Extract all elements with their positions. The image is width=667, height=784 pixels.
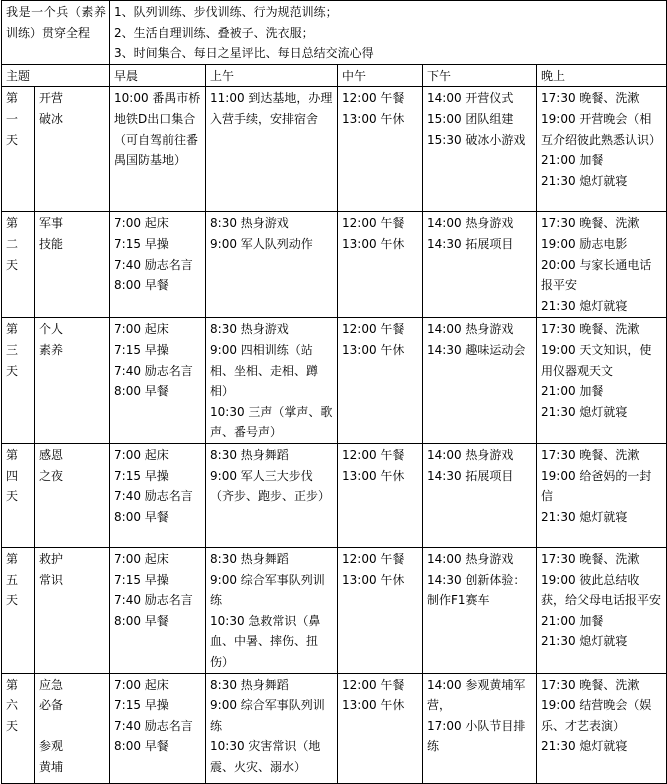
schedule-entry: 15:30 破冰小游戏 [427, 132, 526, 147]
schedule-entry: 14:30 拓展项目 [427, 468, 514, 483]
cell-evening [537, 212, 667, 318]
schedule-entry: 21:30 熄灯就寝 [541, 298, 628, 313]
schedule-entry: 9:00 四相训练（站相、坐相、走相、蹲相） [210, 342, 319, 399]
day-theme [35, 547, 110, 673]
day-theme-line: 必备 [39, 698, 64, 713]
day-theme-line: 常识 [39, 572, 64, 587]
schedule-entry: 19:00 结营晚会（娱乐、才艺表演） [541, 698, 652, 733]
schedule-entry: 17:30 晚餐、洗漱 [541, 447, 640, 462]
day-label-char: 第 [6, 677, 19, 692]
schedule-entry: 17:30 晚餐、洗漱 [541, 551, 640, 566]
day-label-char: 一 [6, 111, 19, 126]
schedule-entry: 19:00 彼此总结收获，给父母电话报平安 [541, 572, 662, 608]
day-label-char: 第 [6, 322, 19, 337]
schedule-entry: 7:00 起床 [114, 447, 169, 462]
day-label-char: 第 [6, 91, 19, 106]
schedule-entry: 13:00 午休 [342, 698, 405, 713]
schedule-entry: 8:30 热身舞蹈 [210, 677, 289, 692]
schedule-entry: 10:30 急救常识（鼻血、中暑、摔伤、扭伤） [210, 613, 321, 669]
cell-evening [537, 318, 667, 444]
intro-item: 1、队列训练、步伐训练、行为规范训练； [114, 5, 338, 19]
schedule-entry: 8:00 早餐 [114, 278, 169, 293]
schedule-entry: 21:00 加餐 [541, 613, 604, 628]
cell-noon [338, 87, 423, 212]
day-theme [35, 87, 110, 212]
day-label [2, 673, 35, 783]
intro-title: 我是一个兵（素养训练）贯穿全程 [2, 1, 110, 65]
schedule-entry: 7:00 起床 [114, 677, 169, 692]
cell-am [206, 443, 338, 547]
cell-noon [338, 673, 423, 783]
day-theme-line: 应急 [39, 677, 64, 692]
schedule-entry: 12:00 午餐 [342, 447, 405, 462]
schedule-entry: 14:00 热身游戏 [427, 322, 514, 337]
cell-evening [537, 443, 667, 547]
cell-evening [537, 87, 667, 212]
cell-morning [110, 443, 206, 547]
day-theme-line: 破冰 [39, 111, 64, 126]
intro-item: 3、时间集合、每日之星评比、每日总结交流心得 [114, 46, 374, 61]
schedule-entry: 7:40 励志名言 [114, 257, 193, 272]
schedule-entry: 8:30 热身舞蹈 [210, 447, 289, 462]
day-label [2, 318, 35, 444]
day-label-char: 三 [6, 342, 19, 357]
header-noon: 中午 [338, 64, 423, 87]
header-am: 上午 [206, 64, 338, 87]
schedule-entry: 21:00 加餐 [541, 384, 604, 399]
schedule-entry: 9:00 综合军事队列训练 [210, 572, 325, 608]
day-row [2, 87, 667, 212]
day-theme-line: 技能 [39, 236, 64, 251]
schedule-entry: 7:15 早操 [114, 236, 169, 251]
schedule-entry: 7:15 早操 [114, 342, 169, 357]
cell-morning [110, 87, 206, 212]
day-theme-line: 开营 [39, 91, 64, 106]
day-label-char: 第 [6, 447, 19, 462]
schedule-entry: 13:00 午休 [342, 111, 405, 126]
schedule-entry: 12:00 午餐 [342, 677, 405, 692]
schedule-entry: 8:00 早餐 [114, 739, 169, 754]
schedule-entry: 21:30 熄灯就寝 [541, 404, 628, 419]
day-label-char: 天 [6, 593, 19, 608]
day-theme-line: 军事 [39, 216, 64, 231]
schedule-entry: 14:00 参观黄埔军营， [427, 677, 526, 713]
day-label-char: 二 [6, 236, 19, 251]
schedule-entry: 17:00 小队节目排练 [427, 718, 526, 754]
schedule-entry: 12:00 午餐 [342, 91, 405, 106]
day-theme-line: 感恩 [39, 447, 64, 462]
schedule-entry: 17:30 晚餐、洗漱 [541, 677, 640, 692]
schedule-entry: 10:00 番禺市桥地铁D出口集合（可自驾前往番禺国防基地） [114, 91, 201, 168]
day-label-char: 四 [6, 468, 19, 483]
schedule-entry: 19:00 励志电影 [541, 236, 628, 251]
schedule-entry: 10:30 三声（掌声、歌声、番号声） [210, 404, 333, 440]
schedule-entry: 7:15 早操 [114, 468, 169, 483]
day-theme [35, 443, 110, 547]
schedule-entry: 12:00 午餐 [342, 216, 405, 231]
cell-morning [110, 212, 206, 318]
day-theme [35, 318, 110, 444]
cell-am [206, 673, 338, 783]
schedule-entry: 17:30 晚餐、洗漱 [541, 322, 640, 337]
schedule-entry: 8:00 早餐 [114, 613, 169, 628]
schedule-entry: 7:00 起床 [114, 216, 169, 231]
schedule-entry: 13:00 午休 [342, 468, 405, 483]
day-theme [35, 212, 110, 318]
schedule-entry: 21:30 熄灯就寝 [541, 739, 628, 754]
schedule-entry: 14:00 热身游戏 [427, 447, 514, 462]
day-label-char: 六 [6, 698, 19, 713]
schedule-entry: 13:00 午休 [342, 342, 405, 357]
schedule-entry: 21:30 熄灯就寝 [541, 634, 628, 649]
header-evening: 晚上 [537, 64, 667, 87]
day-row [2, 547, 667, 673]
day-theme-line [39, 716, 106, 737]
schedule-entry: 17:30 晚餐、洗漱 [541, 91, 640, 106]
schedule-entry: 14:00 热身游戏 [427, 551, 514, 566]
day-label [2, 547, 35, 673]
schedule-entry: 20:00 与家长通电话报平安 [541, 257, 652, 293]
schedule-entry: 19:00 开营晚会（相互介绍彼此熟悉认识） [541, 111, 662, 147]
cell-am [206, 212, 338, 318]
schedule-entry: 11:00 到达基地，办理入营手续，安排宿舍 [210, 91, 333, 126]
cell-pm [423, 318, 537, 444]
schedule-entry: 21:30 熄灯就寝 [541, 509, 628, 524]
cell-pm [423, 212, 537, 318]
schedule-entry: 7:00 起床 [114, 551, 169, 566]
cell-morning [110, 547, 206, 673]
schedule-entry: 21:00 加餐 [541, 153, 604, 168]
schedule-entry: 7:40 励志名言 [114, 593, 193, 608]
cell-am [206, 318, 338, 444]
schedule-entry: 14:30 创新体验：制作F1赛车 [427, 572, 526, 608]
schedule-entry: 14:30 趣味运动会 [427, 342, 526, 357]
schedule-entry: 8:30 热身游戏 [210, 216, 289, 231]
day-theme-line: 参观 [39, 739, 64, 754]
cell-morning [110, 318, 206, 444]
schedule-entry: 7:00 起床 [114, 322, 169, 337]
schedule-entry: 10:30 灾害常识（地震、火灾、溺水） [210, 739, 321, 774]
cell-noon [338, 547, 423, 673]
intro-items [110, 1, 667, 65]
schedule-entry: 12:00 午餐 [342, 551, 405, 566]
schedule-entry: 7:40 励志名言 [114, 363, 193, 378]
schedule-entry: 9:00 综合军事队列训练 [210, 698, 325, 733]
header-row [2, 64, 667, 87]
day-label-char: 第 [6, 216, 19, 231]
day-theme-line: 之夜 [39, 468, 64, 483]
day-label-char: 天 [6, 257, 19, 272]
day-theme-line: 黄埔 [39, 759, 64, 774]
day-row [2, 318, 667, 444]
cell-am [206, 547, 338, 673]
day-row [2, 212, 667, 318]
schedule-entry: 15:00 团队组建 [427, 111, 514, 126]
cell-evening [537, 673, 667, 783]
schedule-entry: 19:00 给爸妈的一封信 [541, 468, 652, 504]
schedule-entry: 21:30 熄灯就寝 [541, 173, 628, 188]
day-label-char: 天 [6, 718, 19, 733]
schedule-entry: 7:40 励志名言 [114, 718, 193, 733]
day-row [2, 443, 667, 547]
schedule-entry: 7:15 早操 [114, 572, 169, 587]
day-theme-line: 个人 [39, 322, 64, 337]
cell-pm [423, 673, 537, 783]
schedule-entry: 17:30 晚餐、洗漱 [541, 216, 640, 231]
day-label [2, 87, 35, 212]
cell-pm [423, 87, 537, 212]
schedule-entry: 12:00 午餐 [342, 322, 405, 337]
day-label-char: 第 [6, 551, 19, 566]
cell-pm [423, 547, 537, 673]
day-theme-line: 救护 [39, 551, 64, 566]
day-label-char: 天 [6, 132, 19, 147]
day-label [2, 212, 35, 318]
header-morning: 早晨 [110, 64, 206, 87]
cell-morning [110, 673, 206, 783]
schedule-entry: 14:30 拓展项目 [427, 236, 514, 251]
schedule-entry: 8:00 早餐 [114, 384, 169, 399]
intro-item: 2、生活自理训练、叠被子、洗衣服； [114, 25, 314, 40]
schedule-entry: 7:15 早操 [114, 698, 169, 713]
day-theme-line: 素养 [39, 342, 64, 357]
schedule-entry: 13:00 午休 [342, 236, 405, 251]
day-label-char: 五 [6, 572, 19, 587]
cell-noon [338, 212, 423, 318]
schedule-entry: 13:00 午休 [342, 572, 405, 587]
cell-am [206, 87, 338, 212]
header-theme: 主题 [2, 64, 110, 87]
header-pm: 下午 [423, 64, 537, 87]
day-label-char: 天 [6, 489, 19, 504]
schedule-entry: 8:00 早餐 [114, 509, 169, 524]
day-row [2, 673, 667, 783]
day-theme [35, 673, 110, 783]
schedule-entry: 9:00 军人队列动作 [210, 236, 313, 251]
schedule-table [1, 0, 667, 784]
schedule-entry: 19:00 天文知识，使用仪器观天文 [541, 342, 652, 378]
cell-pm [423, 443, 537, 547]
day-label-char: 天 [6, 363, 19, 378]
schedule-entry: 9:00 军人三大步伐（齐步、跑步、正步） [210, 468, 331, 504]
schedule-entry: 8:30 热身舞蹈 [210, 551, 289, 566]
cell-noon [338, 443, 423, 547]
schedule-entry: 14:00 开营仪式 [427, 91, 514, 106]
cell-evening [537, 547, 667, 673]
schedule-entry: 8:30 热身游戏 [210, 322, 289, 337]
day-label [2, 443, 35, 547]
cell-noon [338, 318, 423, 444]
schedule-entry: 14:00 热身游戏 [427, 216, 514, 231]
schedule-entry: 7:40 励志名言 [114, 489, 193, 504]
intro-row [2, 1, 667, 65]
